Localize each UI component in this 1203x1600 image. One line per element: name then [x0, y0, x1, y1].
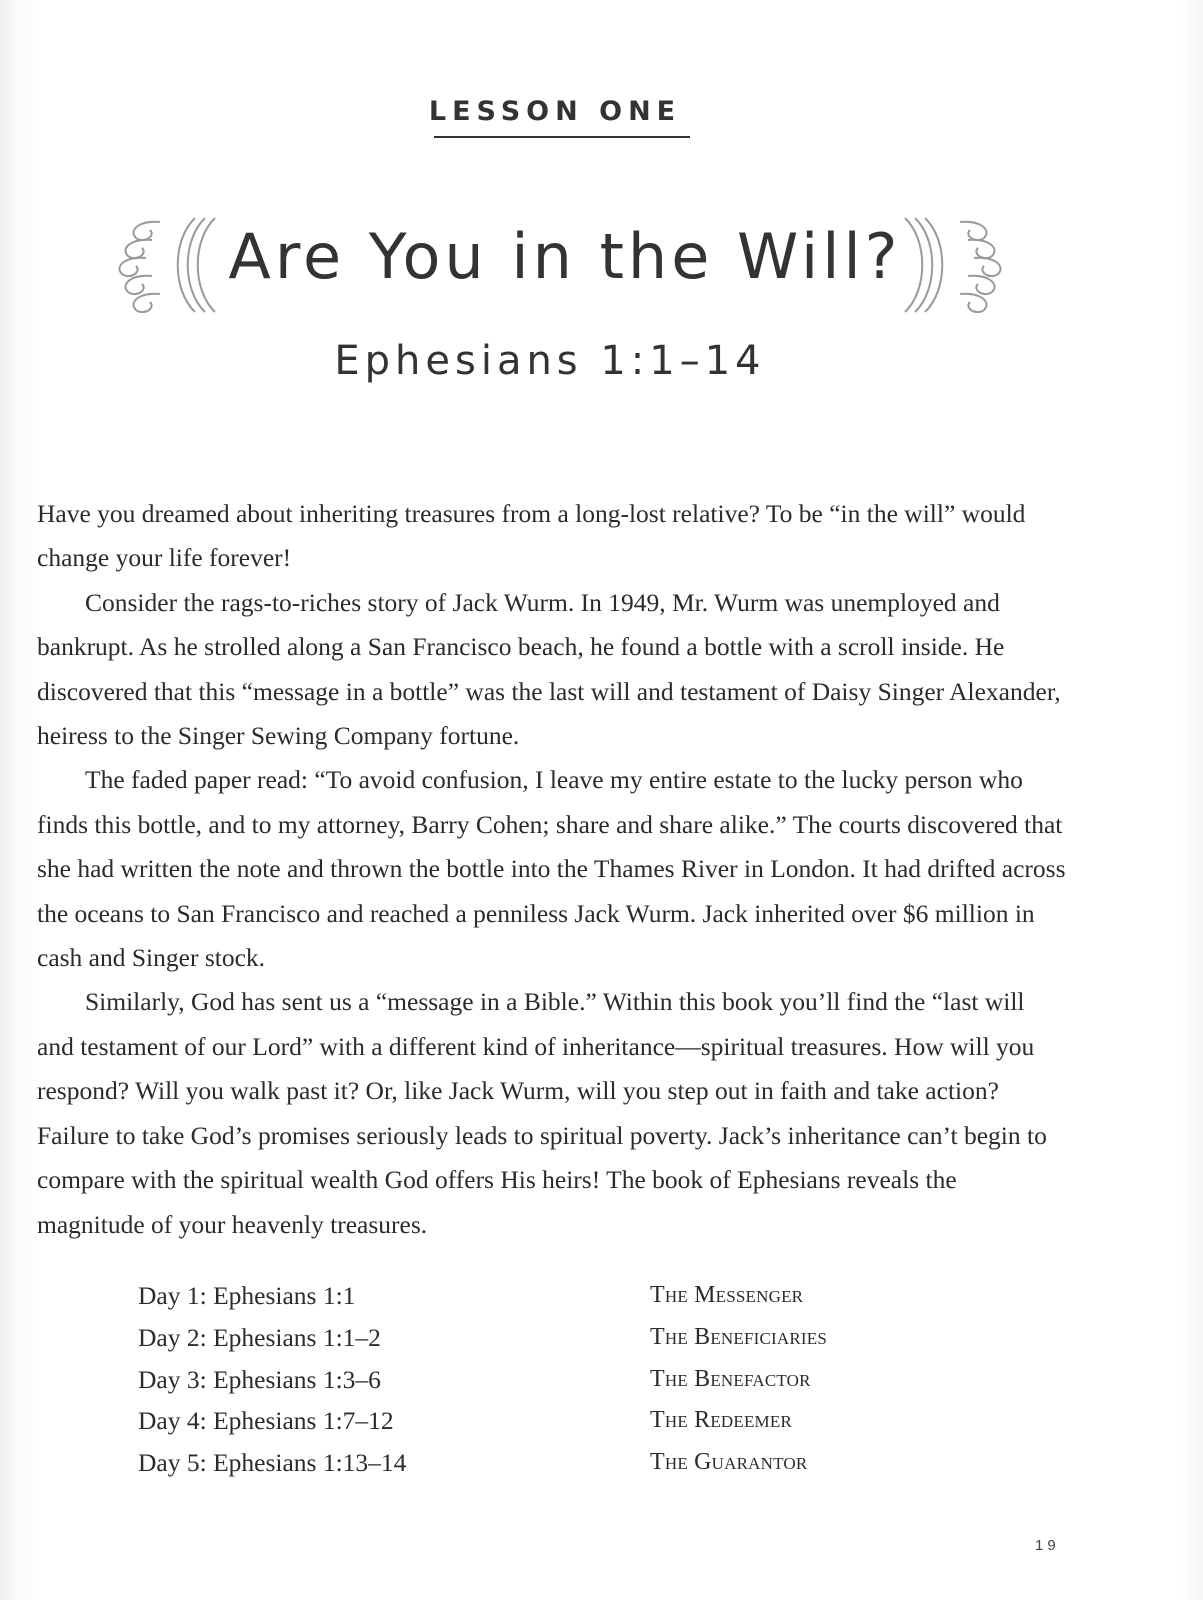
lesson-label-underline: [434, 136, 690, 138]
paragraph: Similarly, God has sent us a “message in a Bible.” Within this book you’ll find the “last will and testament of our Lord” with a different kind of inheritance—spiritual treasures. How will you respond? Will you walk past it? Or, like Jack Wurm, will you step out in faith and take action? Failure to take God’s promises seriously leads to spiritual poverty. Jack’s inheritance can’t begin to compare with the spiritual wealth God offers His heirs! The book of Ephesians reveals the magnitude of your heavenly treasures.: [37, 987, 1047, 1239]
scripture-reference: Ephesians 1:1–14: [334, 338, 766, 384]
paragraph: Consider the rags-to-riches story of Jack Wurm. In 1949, Mr. Wurm was unemployed and bankrupt. As he strolled along a San Francisco beach, he found a bottle with a scroll inside. He discovered that this “message in a bottle” was the last will and testament of Daisy Singer Alexander, heiress to the Singer Sewing Company fortune.: [37, 587, 1061, 751]
flourish-ornament-left-icon: [100, 210, 230, 320]
flourish-ornament-right-icon: [890, 210, 1020, 320]
paragraph: Have you dreamed about inheriting treasures from a long-lost relative? To be “in the will” would change your life forever!: [37, 499, 1026, 573]
schedule-topic: The Beneficiaries: [650, 1323, 828, 1350]
paragraph: The faded paper read: “To avoid confusion, I leave my entire estate to the lucky person who finds this bottle, and to my attorney, Barry Cohen; share and share alike.” The courts discovered that she had written the note and thrown the bottle into the Thames River in London. It had drifted across the oceans to San Francisco and reached a penniless Jack Wurm. Jack inherited over $6 million in cash and Singer stock.: [37, 765, 1066, 973]
schedule-day: Day 5: Ephesians 1:13–14: [138, 1448, 407, 1478]
schedule-row: [138, 1317, 938, 1359]
page-number: 19: [1035, 1537, 1060, 1554]
schedule-day: Day 3: Ephesians 1:3–6: [138, 1364, 381, 1394]
schedule-topic: The Messenger: [650, 1282, 804, 1308]
schedule-row: [138, 1442, 938, 1484]
schedule-topic: The Redeemer: [650, 1407, 792, 1434]
schedule-day: Day 2: Ephesians 1:1–2: [138, 1322, 381, 1352]
schedule-topic: The Benefactor: [650, 1365, 811, 1392]
schedule-row: [138, 1400, 938, 1442]
lesson-title: Are You in the Will?: [228, 220, 902, 293]
schedule-day: Day 1: Ephesians 1:1: [138, 1281, 356, 1310]
schedule-row: [138, 1359, 938, 1401]
title-banner: [100, 210, 1020, 330]
schedule-topic: The Guarantor: [650, 1449, 808, 1476]
weekly-schedule: [138, 1275, 938, 1484]
schedule-row: [138, 1275, 938, 1317]
lesson-introduction: [37, 492, 1067, 1247]
schedule-day: Day 4: Ephesians 1:7–12: [138, 1406, 394, 1436]
lesson-label: LESSON ONE: [428, 96, 682, 127]
